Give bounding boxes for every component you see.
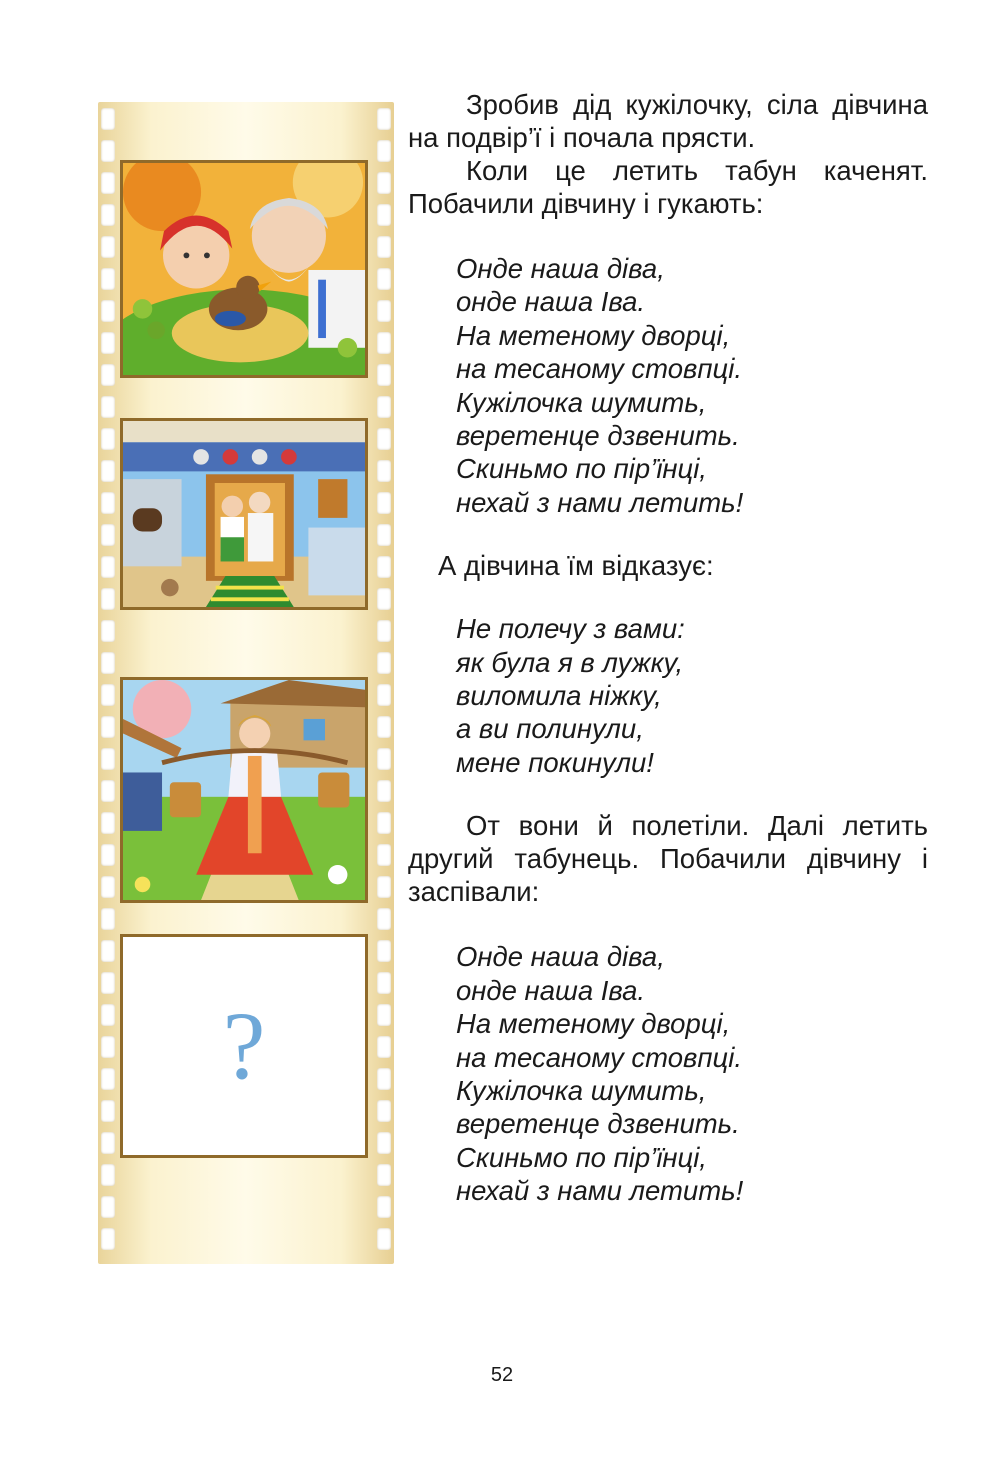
question-mark: ?	[222, 992, 266, 1099]
film-hole	[377, 172, 391, 194]
paragraph-2: Коли це летить табун каченят. Побачили дівчину і гукають:	[408, 155, 928, 219]
film-hole	[377, 1100, 391, 1122]
film-hole	[377, 556, 391, 578]
film-hole	[377, 1004, 391, 1026]
film-hole	[377, 332, 391, 354]
film-hole	[377, 684, 391, 706]
poem-line: нехай з нами летить!	[456, 1175, 744, 1207]
film-perforation-right	[377, 102, 391, 1264]
illustration-girl-with-buckets	[120, 677, 368, 903]
poem-line: Скиньмо по пір’їнці,	[456, 453, 707, 485]
film-hole	[377, 1164, 391, 1186]
story-text	[408, 88, 928, 1208]
film-hole	[101, 1100, 115, 1122]
film-hole	[101, 1132, 115, 1154]
film-hole	[101, 652, 115, 674]
film-hole	[377, 140, 391, 162]
film-hole	[101, 364, 115, 386]
film-hole	[377, 620, 391, 642]
film-hole	[377, 748, 391, 770]
film-hole	[101, 556, 115, 578]
empty-frame-question	[120, 934, 368, 1158]
film-hole	[101, 524, 115, 546]
film-hole	[377, 876, 391, 898]
film-hole	[377, 364, 391, 386]
film-hole	[377, 204, 391, 226]
film-hole	[101, 716, 115, 738]
film-hole	[377, 780, 391, 802]
poem-line: Онде наша діва,	[456, 941, 665, 973]
film-hole	[101, 204, 115, 226]
poem-line: мене покинули!	[456, 746, 654, 778]
poem-ducklings-call	[408, 252, 928, 519]
illustration-grandparents-duckling	[120, 160, 368, 378]
paragraph-1: Зробив дід кужілочку, сіла дівчина на подвір’ї і почала прясти.	[408, 89, 928, 153]
film-hole	[101, 460, 115, 482]
film-hole	[377, 716, 391, 738]
film-hole	[101, 140, 115, 162]
film-hole	[101, 972, 115, 994]
film-hole	[101, 492, 115, 514]
poem-line: нехай з нами летить!	[456, 486, 744, 518]
film-hole	[377, 844, 391, 866]
poem-line: веретенце дзвенить.	[456, 420, 740, 452]
film-hole	[101, 1164, 115, 1186]
film-hole	[101, 332, 115, 354]
illustration-house-interior	[120, 418, 368, 610]
film-hole	[101, 428, 115, 450]
film-hole	[101, 236, 115, 258]
poem-line: Онде наша діва,	[456, 253, 665, 284]
film-hole	[377, 1068, 391, 1090]
poem-line: виломила ніжку,	[456, 680, 662, 712]
film-hole	[377, 812, 391, 834]
poem-line: Скиньмо по пір’їнці,	[456, 1141, 707, 1173]
film-hole	[101, 908, 115, 930]
film-hole	[377, 428, 391, 450]
poem-line: Кужілочка шумить,	[456, 1074, 707, 1106]
poem-line: на тесаному стовпці.	[456, 353, 742, 385]
film-hole	[377, 908, 391, 930]
poem-line: веретенце дзвенить.	[456, 1108, 740, 1140]
film-hole	[377, 1036, 391, 1058]
poem-line: як була я в лужку,	[456, 646, 684, 678]
film-hole	[377, 268, 391, 290]
film-hole	[377, 588, 391, 610]
film-hole	[377, 460, 391, 482]
film-hole	[101, 780, 115, 802]
film-hole	[101, 748, 115, 770]
film-hole	[377, 1228, 391, 1250]
film-hole	[377, 492, 391, 514]
film-hole	[101, 1228, 115, 1250]
poem-line: На метеному дворці,	[456, 319, 731, 351]
film-hole	[101, 1004, 115, 1026]
poem-line: Кужілочка шумить,	[456, 386, 707, 418]
poem-line: Не полечу з вами:	[456, 613, 685, 645]
film-hole	[101, 300, 115, 322]
poem-line: на тесаному стовпці.	[456, 1041, 742, 1073]
page-number: 52	[490, 1364, 514, 1386]
film-hole	[377, 652, 391, 674]
film-hole	[101, 108, 115, 130]
film-perforation-left	[101, 102, 115, 1264]
poem-line: онде наша Іва.	[456, 286, 646, 318]
poem-line: онде наша Іва.	[456, 974, 646, 1006]
film-hole	[377, 972, 391, 994]
paragraph-4: От вони й полетіли. Далі летить другий табунець. Побачили дівчину і заспівали:	[408, 810, 928, 908]
film-hole	[101, 268, 115, 290]
poem-girl-answer	[408, 612, 928, 779]
film-hole	[101, 396, 115, 418]
film-hole	[377, 524, 391, 546]
poem-line: а ви полинули,	[456, 713, 644, 745]
film-hole	[101, 1068, 115, 1090]
film-hole	[101, 684, 115, 706]
film-hole	[377, 300, 391, 322]
film-hole	[101, 1036, 115, 1058]
film-hole	[101, 844, 115, 866]
film-hole	[101, 812, 115, 834]
film-hole	[377, 396, 391, 418]
film-hole	[377, 940, 391, 962]
poem-line: На метеному дворці,	[456, 1008, 731, 1040]
film-strip	[98, 102, 394, 1264]
film-hole	[101, 940, 115, 962]
film-hole	[101, 588, 115, 610]
poem-second-flock	[408, 940, 928, 1207]
film-hole	[377, 1132, 391, 1154]
film-hole	[377, 108, 391, 130]
paragraph-3: А дівчина їм відказує:	[438, 550, 714, 582]
film-hole	[377, 1196, 391, 1218]
film-hole	[377, 236, 391, 258]
film-hole	[101, 1196, 115, 1218]
film-hole	[101, 172, 115, 194]
film-hole	[101, 876, 115, 898]
film-hole	[101, 620, 115, 642]
